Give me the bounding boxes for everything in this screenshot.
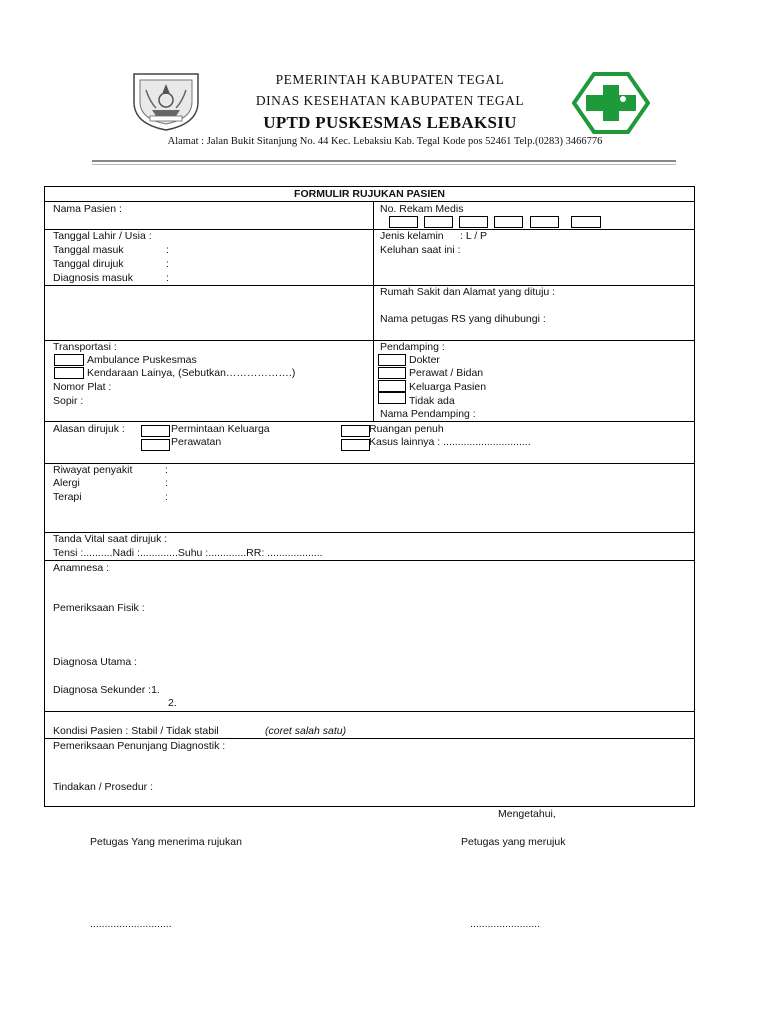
label-tanggal-dirujuk: Tanggal dirujuk [53,258,124,270]
label-penunjang: Pemeriksaan Penunjang Diagnostik : [53,740,226,752]
rekam-medis-box-3[interactable] [459,216,488,228]
signature-line-left: ............................ [90,918,172,930]
checkbox-keluarga[interactable] [378,380,406,392]
rekam-medis-box-5[interactable] [530,216,559,228]
rekam-medis-box-4[interactable] [494,216,523,228]
label-ruangan-penuh: Ruangan penuh [369,423,444,435]
label-tanggal-lahir: Tanggal Lahir / Usia : [53,230,152,242]
label-riwayat: Riwayat penyakit [53,464,133,476]
label-no-rekam-medis: No. Rekam Medis [380,203,464,215]
form-table [44,186,695,807]
puskesmas-cross-icon [572,72,650,134]
label-terapi: Terapi [53,491,82,503]
label-tidak-ada: Tidak ada [409,395,455,407]
label-kasus-lain: Kasus lainnya : .............................. [369,436,531,448]
checkbox-tidak-ada[interactable] [378,392,406,404]
label-perawat: Perawat / Bidan [409,367,484,379]
colon: : [166,258,169,270]
label-tanda-vital: Tanda Vital saat dirujuk : [53,533,168,545]
colon: : [166,272,169,284]
label-petugas-penerima: Petugas Yang menerima rujukan [90,836,242,848]
header-rule [92,160,676,162]
header-line-3: UPTD PUSKESMAS LEBAKSIU [263,113,517,132]
colon: : [166,244,169,256]
label-diagnosa-sekunder: Diagnosa Sekunder :1. [53,684,160,696]
label-tensi: Tensi :..........Nadi :.............Suhu :.............RR: ................... [53,547,323,559]
checkbox-kasus-lain[interactable] [341,439,370,451]
checkbox-permintaan[interactable] [141,425,170,437]
checkbox-perawatan[interactable] [141,439,170,451]
label-kendaraan-lain: Kendaraan Lainya, (Sebutkan……………….) [87,367,296,379]
label-alasan: Alasan dirujuk : [53,423,125,435]
regency-emblem-icon [130,72,202,132]
label-sopir: Sopir : [53,395,84,407]
signature-line-right: ........................ [470,918,541,930]
colon: : [165,464,168,476]
value-jenis-kelamin: : L / P [460,230,488,242]
checkbox-kendaraan-lain[interactable] [54,367,84,379]
label-ambulance: Ambulance Puskesmas [87,354,197,366]
header-line-2: DINAS KESEHATAN KABUPATEN TEGAL [255,93,525,108]
label-anamnesa: Anamnesa : [53,562,110,574]
header-address: Alamat : Jalan Bukit Sitanjung No. 44 Kec. Lebaksiu Kab. Tegal Kode pos 52461 Telp.(0283) 3466776 [167,136,603,147]
checkbox-ambulance[interactable] [54,354,84,366]
label-rumah-sakit: Rumah Sakit dan Alamat yang dituju : [380,286,556,298]
label-perawatan: Perawatan [171,436,222,448]
label-pemeriksaan-fisik: Pemeriksaan Fisik : [53,602,145,614]
header-line-1: PEMERINTAH KABUPATEN TEGAL [275,72,505,87]
colon: : [165,491,168,503]
label-permintaan: Permintaan Keluarga [171,423,270,435]
label-tanggal-masuk: Tanggal masuk [53,244,124,256]
rekam-medis-box-2[interactable] [424,216,453,228]
label-pendamping: Pendamping : [380,341,445,353]
label-nomor-plat: Nomor Plat : [53,381,112,393]
label-nama-pendamping: Nama Pendamping : [380,408,476,420]
label-kondisi: Kondisi Pasien : Stabil / Tidak stabil [53,725,219,737]
header-rule-thin [92,164,676,165]
label-diagnosa-sekunder-2: 2. [168,697,177,709]
checkbox-dokter[interactable] [378,354,406,366]
label-nama-petugas-rs: Nama petugas RS yang dihubungi : [380,313,546,325]
label-transportasi: Transportasi : [53,341,117,353]
label-petugas-perujuk: Petugas yang merujuk [461,836,566,848]
label-keluarga: Keluarga Pasien [409,381,487,393]
label-kondisi-note: (coret salah satu) [265,725,347,737]
label-diagnosa-utama: Diagnosa Utama : [53,656,138,668]
rekam-medis-box-1[interactable] [389,216,418,228]
label-diagnosis-masuk: Diagnosis masuk [53,272,133,284]
label-nama-pasien: Nama Pasien : [53,203,122,215]
label-keluhan: Keluhan saat ini : [380,244,461,256]
label-tindakan: Tindakan / Prosedur : [53,781,153,793]
label-jenis-kelamin: Jenis kelamin [380,230,444,242]
checkbox-ruangan-penuh[interactable] [341,425,370,437]
checkbox-perawat[interactable] [378,367,406,379]
label-alergi: Alergi [53,477,80,489]
label-dokter: Dokter [409,354,440,366]
form-title: FORMULIR RUJUKAN PASIEN [294,188,445,200]
colon: : [165,477,168,489]
label-mengetahui: Mengetahui, [498,808,556,820]
rekam-medis-box-6[interactable] [571,216,601,228]
